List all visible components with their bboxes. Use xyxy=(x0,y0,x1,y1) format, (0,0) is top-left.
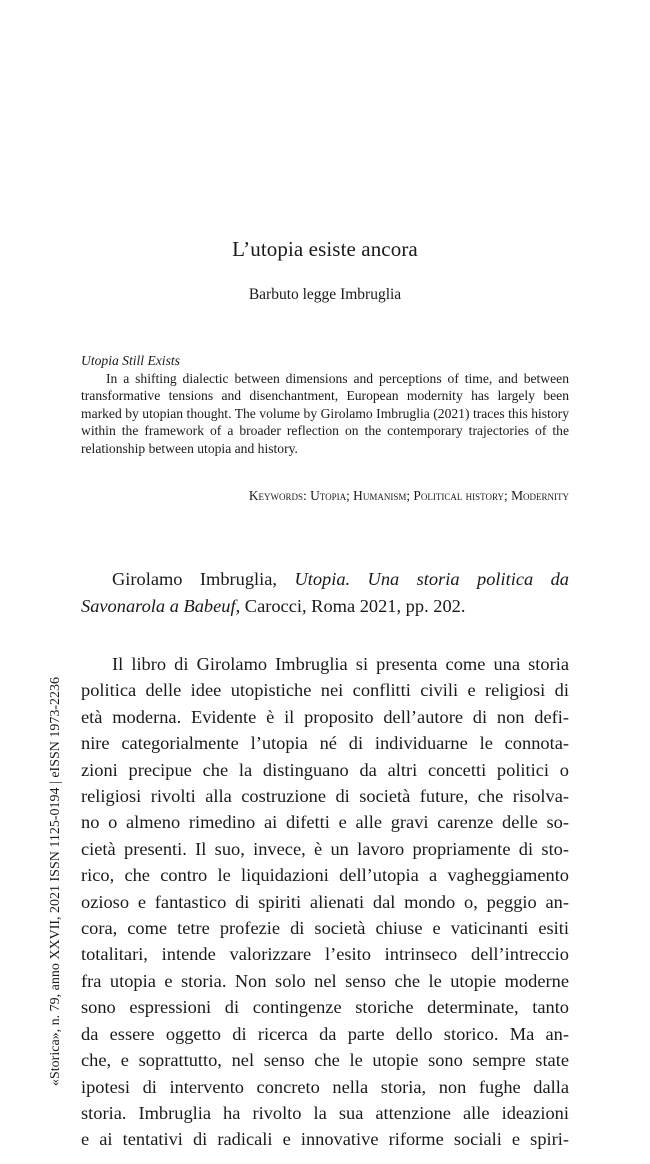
abstract-title: Utopia Still Exists xyxy=(81,353,180,368)
article-subtitle: Barbuto legge Imbruglia xyxy=(248,286,402,303)
body-line: no o almeno rimedino ai difetti e alle gravi carenze delle so- xyxy=(81,812,569,833)
keywords-list: Utopia; Humanism; Political history; Modernity xyxy=(310,488,569,503)
body-line: che, e soprattutto, nel senso che le utopie sono sempre state xyxy=(81,1050,569,1071)
body-line: zioni precipue che la distinguano da altri concetti politici o xyxy=(81,759,569,780)
body-line: fra utopia e storia. Non solo nel senso che le utopie moderne xyxy=(81,970,569,991)
body-line: e ai tentativi di radicali e innovative riforme sociali e spiri- xyxy=(81,1129,569,1150)
body-line: storia. Imbruglia ha rivolto la sua attenzione alle ideazioni xyxy=(81,1102,569,1123)
bib-book-title: Utopia. Una storia politica da Savonarola a Babeuf xyxy=(81,569,570,616)
keywords xyxy=(81,487,569,505)
body-line: ozioso e fantastico di spiriti alienati dal mondo o, peggio an- xyxy=(81,891,569,912)
body-text xyxy=(81,651,569,1153)
bibliographic-reference xyxy=(81,566,569,620)
bib-author: Girolamo Imbruglia, xyxy=(112,569,295,589)
body-line: cietà presenti. Il suo, invece, è un lavoro propriamente di sto- xyxy=(81,838,569,859)
body-line: totalitari, intende valorizzare l’esito intrinseco dell’intreccio xyxy=(81,944,569,965)
article-title: L’utopia esiste ancora xyxy=(232,237,418,261)
body-line: età moderna. Evidente è il proposito dell’autore di non defi- xyxy=(81,706,569,727)
body-line: ipotesi di intervento concreto nella storia, non fughe dalla xyxy=(81,1076,569,1097)
body-line: nire categorialmente l’utopia né di individuarne le connota- xyxy=(81,733,569,754)
body-line: da essere oggetto di ricerca da parte dello storico. Ma an- xyxy=(81,1023,569,1044)
body-line: religiosi rivolti alla costruzione di società future, che risolva- xyxy=(81,786,569,807)
body-line: sono espressioni di contingenze storiche determinate, tanto xyxy=(81,997,569,1018)
body-line: Il libro di Girolamo Imbruglia si presenta come una storia xyxy=(112,654,569,674)
journal-side-note: «Storica», n. 79, anno XXVII, 2021 ISSN 1125-0194 | eISSN 1973-2236 xyxy=(48,676,63,1086)
bib-publisher: , Carocci, Roma 2021, pp. 202. xyxy=(235,596,466,616)
abstract-text: In a shifting dialectic between dimensions and perceptions of time, and between transformative tensions and disenchantment, European modernity has largely been marked by utopian thought. The volume by Girolamo Imbruglia (2021) traces this history within the framework of a broader reflection on the contemporary trajectories of the relationship between utopia and history. xyxy=(81,370,569,456)
body-line: cora, come tetre profezie di società chiuse e vaticinanti esiti xyxy=(81,918,569,939)
keywords-label: Keywords: xyxy=(248,488,307,503)
body-line: politica delle idee utopistiche nei conflitti civili e religiosi di xyxy=(81,680,569,701)
abstract xyxy=(81,352,569,457)
body-line: rico, che contro le liquidazioni dell’utopia a vagheggiamento xyxy=(81,865,569,886)
